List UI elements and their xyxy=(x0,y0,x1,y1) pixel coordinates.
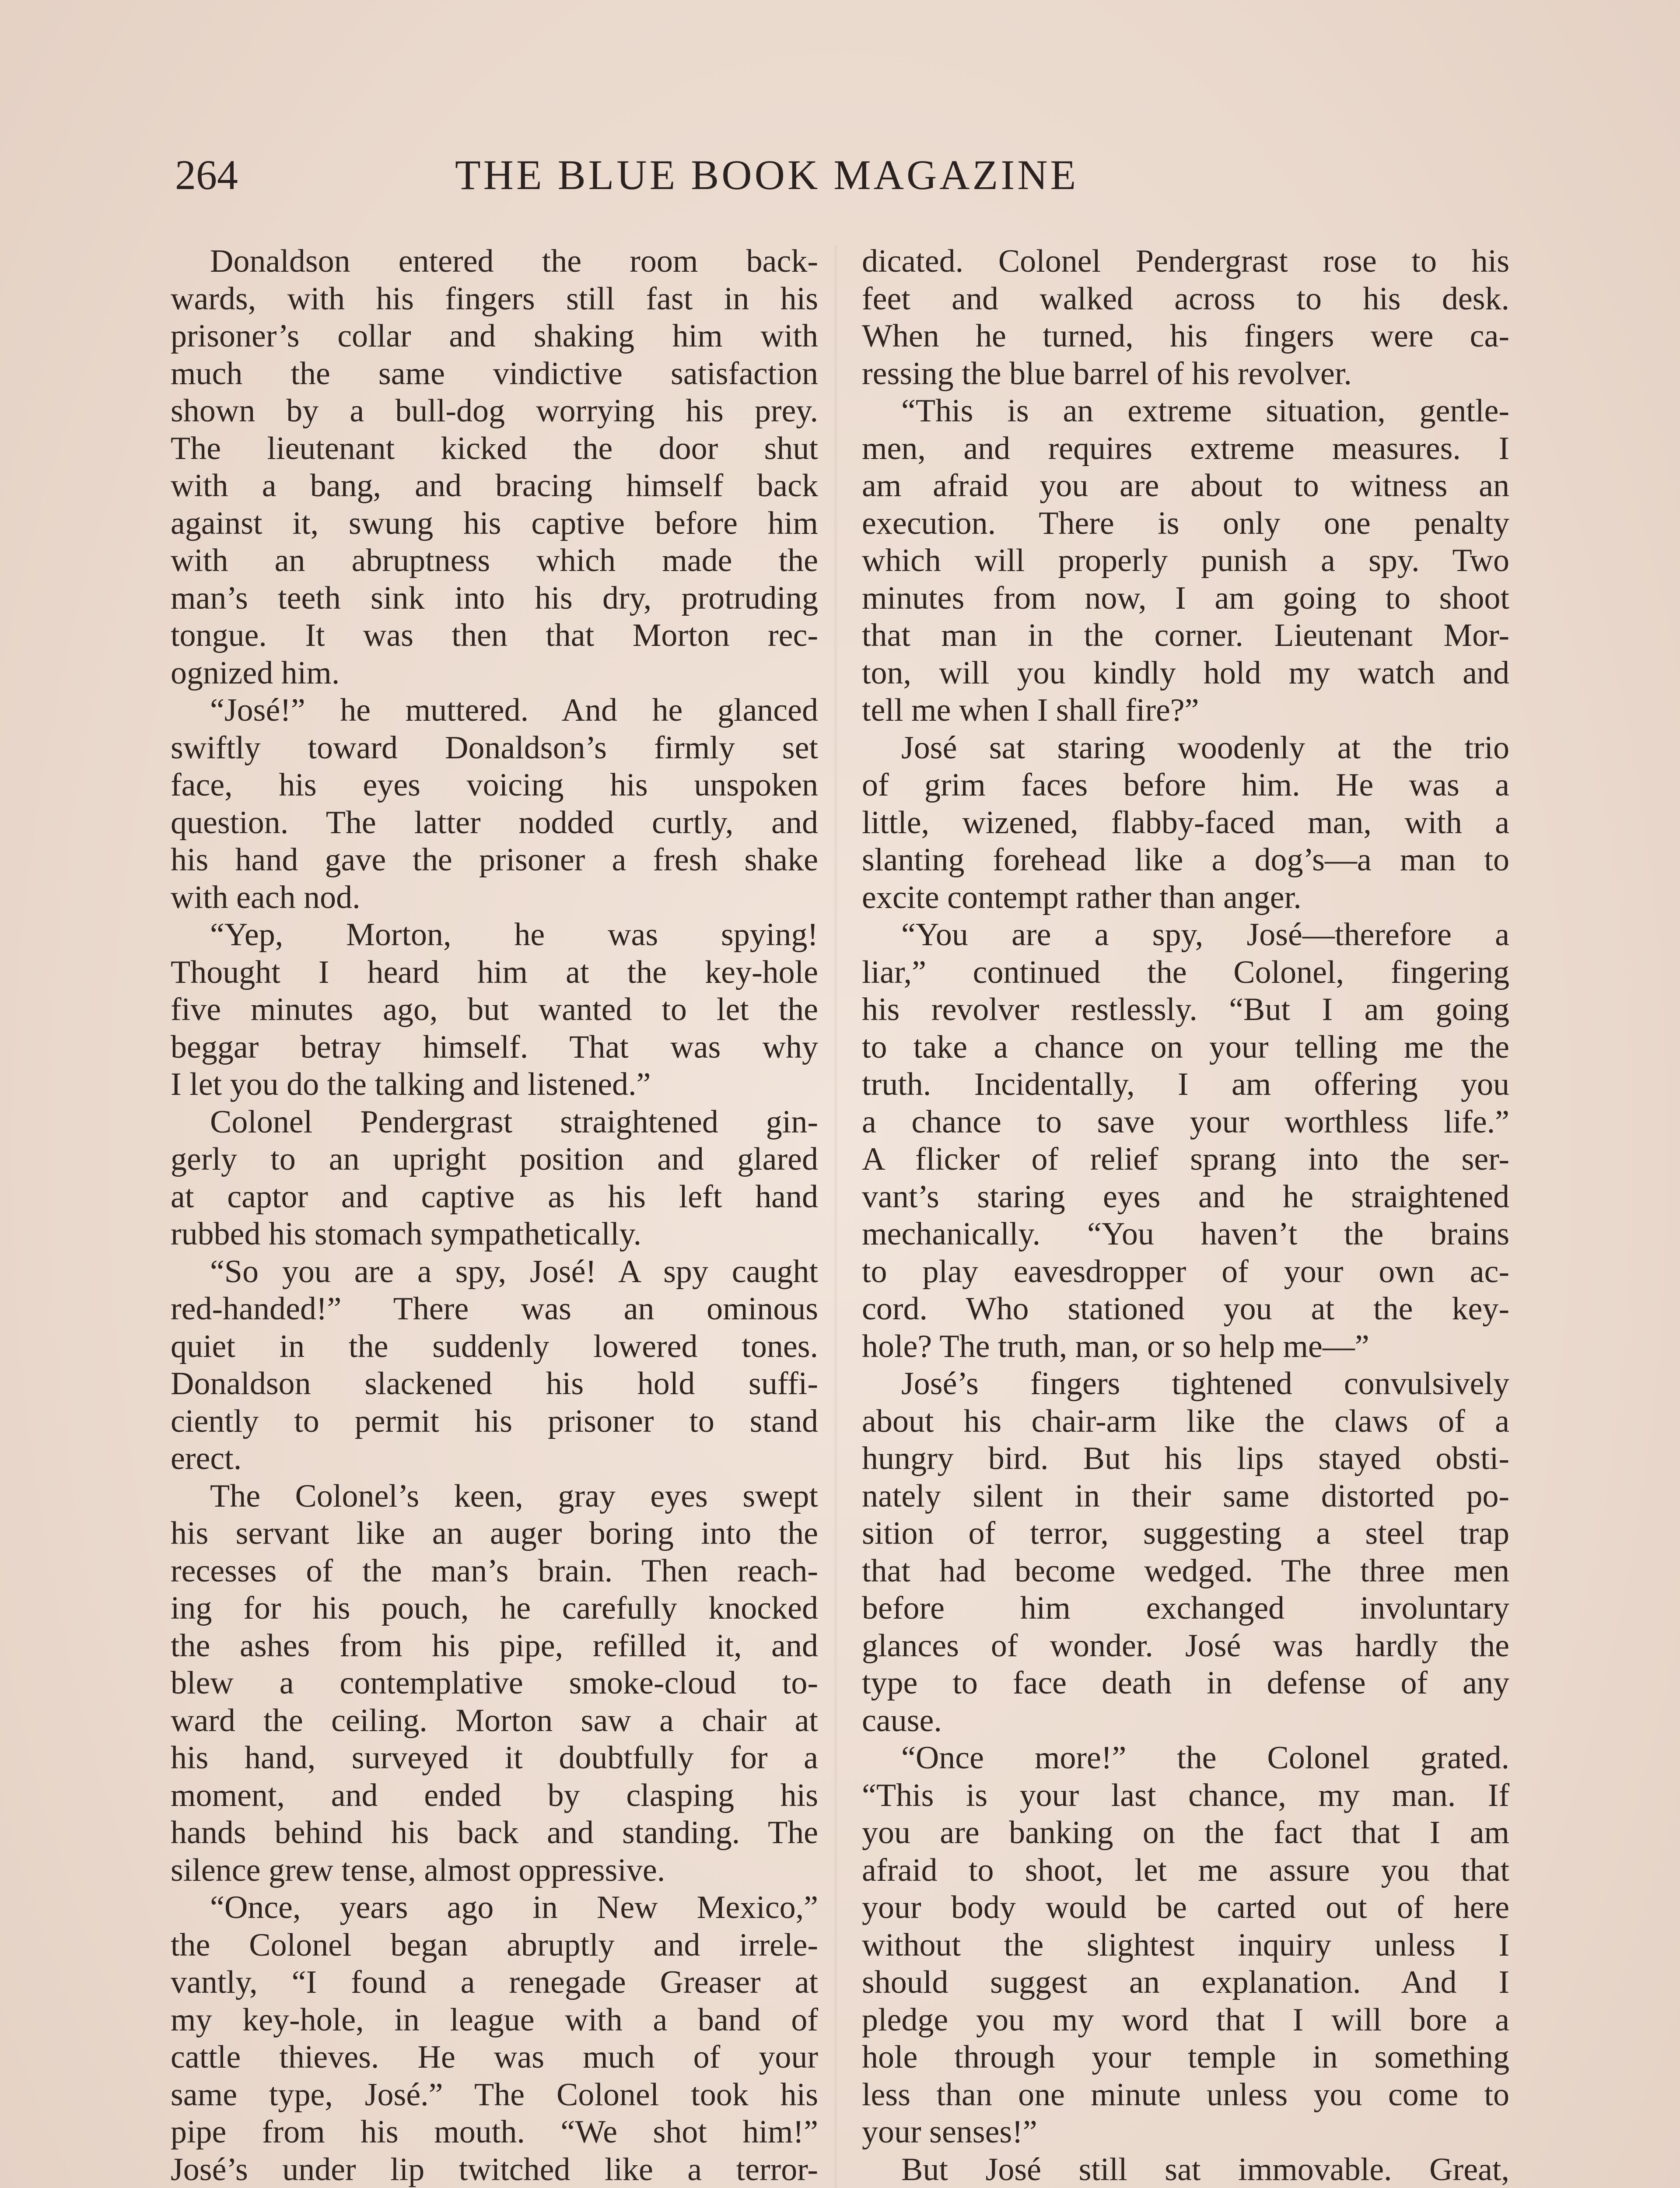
text-line: ing for his pouch, he carefully knocked xyxy=(171,1590,818,1626)
text-line: about his chair-arm like the claws of a xyxy=(862,1403,1509,1439)
text-line: of grim faces before him. He was a xyxy=(862,767,1509,803)
text-line: hole through your temple in something xyxy=(862,2039,1509,2075)
text-line: A flicker of relief sprang into the ser- xyxy=(862,1141,1509,1177)
text-line: vantly, “I found a renegade Greaser at xyxy=(171,1964,818,2000)
text-line: cause. xyxy=(862,1702,942,1739)
text-line: cattle thieves. He was much of your xyxy=(171,2039,818,2075)
text-line: ton, will you kindly hold my watch and xyxy=(862,655,1509,691)
text-line: beggar betray himself. That was why xyxy=(171,1029,818,1065)
text-line: ressing the blue barrel of his revolver. xyxy=(862,355,1352,392)
text-line: When he turned, his fingers were ca- xyxy=(862,318,1509,354)
text-line: a chance to save your worthless life.” xyxy=(862,1104,1509,1140)
text-line: my key-hole, in league with a band of xyxy=(171,2002,818,2038)
text-line: The lieutenant kicked the door shut xyxy=(171,430,818,466)
text-line: erect. xyxy=(171,1441,242,1476)
text-line: less than one minute unless you come to xyxy=(862,2076,1509,2113)
text-line: “You are a spy, José—therefore a xyxy=(901,917,1509,953)
text-line: swiftly toward Donaldson’s firmly set xyxy=(171,729,818,766)
text-line: his hand, surveyed it doubtfully for a xyxy=(171,1740,818,1776)
text-line: But José still sat immovable. Great, xyxy=(901,2151,1509,2188)
text-line: same type, José.” The Colonel took his xyxy=(171,2076,818,2113)
text-line: excite contempt rather than anger. xyxy=(862,879,1302,915)
text-line: Thought I heard him at the key-hole xyxy=(171,954,818,990)
text-line: “This is an extreme situation, gentle- xyxy=(901,393,1509,429)
text-line: Donaldson entered the room back- xyxy=(210,243,818,279)
text-line: “José!” he muttered. And he glanced xyxy=(210,692,818,728)
text-line: prisoner’s collar and shaking him with xyxy=(171,318,818,354)
text-line: moment, and ended by clasping his xyxy=(171,1777,818,1813)
text-line: ognized him. xyxy=(171,655,340,691)
text-line: truth. Incidentally, I am offering you xyxy=(862,1066,1509,1102)
text-line: his servant like an auger boring into the xyxy=(171,1515,818,1551)
text-line: at captor and captive as his left hand xyxy=(171,1178,818,1215)
right-text-column xyxy=(862,243,1509,2188)
text-line: tell me when I shall fire?” xyxy=(862,692,1199,728)
magazine-title: THE BLUE BOOK MAGAZINE xyxy=(455,151,1079,198)
text-line: with a bang, and bracing himself back xyxy=(171,468,818,504)
text-line: shown by a bull-dog worrying his prey. xyxy=(171,393,818,429)
text-line: type to face death in defense of any xyxy=(862,1665,1509,1701)
text-line: Colonel Pendergrast straightened gin- xyxy=(210,1104,818,1140)
text-line: face, his eyes voicing his unspoken xyxy=(171,767,818,803)
text-line: “So you are a spy, José! A spy caught xyxy=(210,1253,818,1290)
text-line: afraid to shoot, let me assure you that xyxy=(862,1852,1509,1888)
running-header xyxy=(175,149,1234,210)
text-line: wards, with his fingers still fast in his xyxy=(171,281,818,317)
text-line: silence grew tense, almost oppressive. xyxy=(171,1852,665,1888)
text-line: Donaldson slackened his hold suffi- xyxy=(171,1366,818,1402)
text-line: cord. Who stationed you at the key- xyxy=(862,1291,1509,1327)
text-line: little, wizened, flabby-faced man, with a xyxy=(862,804,1509,841)
text-line: to play eavesdropper of your own ac- xyxy=(862,1253,1509,1290)
left-text-column xyxy=(171,243,818,2188)
text-line: ciently to permit his prisoner to stand xyxy=(171,1403,818,1439)
text-line: your senses!” xyxy=(862,2114,1037,2150)
text-line: mechanically. “You haven’t the brains xyxy=(862,1216,1509,1252)
page-number: 264 xyxy=(175,151,238,198)
text-line: man’s teeth sink into his dry, protruding xyxy=(171,580,818,616)
text-line: red-handed!” There was an ominous xyxy=(171,1291,818,1327)
text-line: recesses of the man’s brain. Then reach- xyxy=(171,1553,818,1589)
text-line: his hand gave the prisoner a fresh shake xyxy=(171,842,818,878)
text-line: which will properly punish a spy. Two xyxy=(862,543,1509,579)
text-line: question. The latter nodded curtly, and xyxy=(171,804,818,841)
text-line: the Colonel began abruptly and irrele- xyxy=(171,1927,818,1963)
text-line: gerly to an upright position and glared xyxy=(171,1141,818,1177)
text-line: pipe from his mouth. “We shot him!” xyxy=(171,2114,818,2150)
text-line: “Yep, Morton, he was spying! xyxy=(210,917,818,953)
text-line: hands behind his back and standing. The xyxy=(171,1815,818,1851)
text-line: the ashes from his pipe, refilled it, and xyxy=(171,1627,818,1664)
text-line: much the same vindictive satisfaction xyxy=(171,355,818,392)
text-line: “Once more!” the Colonel grated. xyxy=(901,1740,1509,1776)
text-line: blew a contemplative smoke-cloud to- xyxy=(171,1665,818,1701)
text-line: glances of wonder. José was hardly the xyxy=(862,1627,1509,1664)
text-line: with an abruptness which made the xyxy=(171,543,818,579)
text-line: ward the ceiling. Morton saw a chair at xyxy=(171,1702,818,1739)
text-line: rubbed his stomach sympathetically. xyxy=(171,1216,642,1252)
text-line: with each nod. xyxy=(171,879,360,915)
text-line: “Once, years ago in New Mexico,” xyxy=(210,1890,818,1925)
text-line: five minutes ago, but wanted to let the xyxy=(171,992,818,1027)
text-line: vant’s staring eyes and he straightened xyxy=(862,1178,1509,1215)
text-line: should suggest an explanation. And I xyxy=(862,1964,1509,2000)
text-line: before him exchanged involuntary xyxy=(862,1590,1509,1626)
text-line: dicated. Colonel Pendergrast rose to his xyxy=(862,243,1509,279)
text-line: am afraid you are about to witness an xyxy=(862,468,1509,504)
text-line: slanting forehead like a dog’s—a man to xyxy=(862,842,1509,878)
text-line: José’s fingers tightened convulsively xyxy=(901,1366,1509,1402)
text-line: to take a chance on your telling me the xyxy=(862,1029,1509,1065)
text-line: his revolver restlessly. “But I am going xyxy=(862,992,1509,1027)
text-line: hungry bird. But his lips stayed obsti- xyxy=(862,1441,1509,1476)
text-line: that man in the corner. Lieutenant Mor- xyxy=(862,617,1509,653)
text-line: men, and requires extreme measures. I xyxy=(862,430,1509,466)
text-line: “This is your last chance, my man. If xyxy=(862,1777,1509,1813)
text-line: liar,” continued the Colonel, fingering xyxy=(862,954,1509,990)
text-line: pledge you my word that I will bore a xyxy=(862,2002,1509,2038)
text-line: that had become wedged. The three men xyxy=(862,1553,1509,1589)
text-line: your body would be carted out of here xyxy=(862,1890,1509,1925)
text-line: sition of terror, suggesting a steel trap xyxy=(862,1515,1509,1551)
text-line: nately silent in their same distorted po- xyxy=(862,1478,1509,1514)
text-line: minutes from now, I am going to shoot xyxy=(862,580,1509,616)
text-line: feet and walked across to his desk. xyxy=(862,281,1509,317)
text-line: without the slightest inquiry unless I xyxy=(862,1927,1509,1963)
text-line: execution. There is only one penalty xyxy=(862,505,1509,541)
text-line: you are banking on the fact that I am xyxy=(862,1815,1509,1851)
text-line: José’s under lip twitched like a terror- xyxy=(171,2151,818,2188)
text-line: tongue. It was then that Morton rec- xyxy=(171,617,818,653)
text-line: hole? The truth, man, or so help me—” xyxy=(862,1328,1369,1364)
text-line: José sat staring woodenly at the trio xyxy=(901,729,1509,766)
text-line: I let you do the talking and listened.” xyxy=(171,1066,651,1102)
text-line: The Colonel’s keen, gray eyes swept xyxy=(210,1478,818,1514)
text-line: against it, swung his captive before him xyxy=(171,505,818,541)
text-line: quiet in the suddenly lowered tones. xyxy=(171,1328,818,1364)
column-gutter xyxy=(833,245,838,2188)
